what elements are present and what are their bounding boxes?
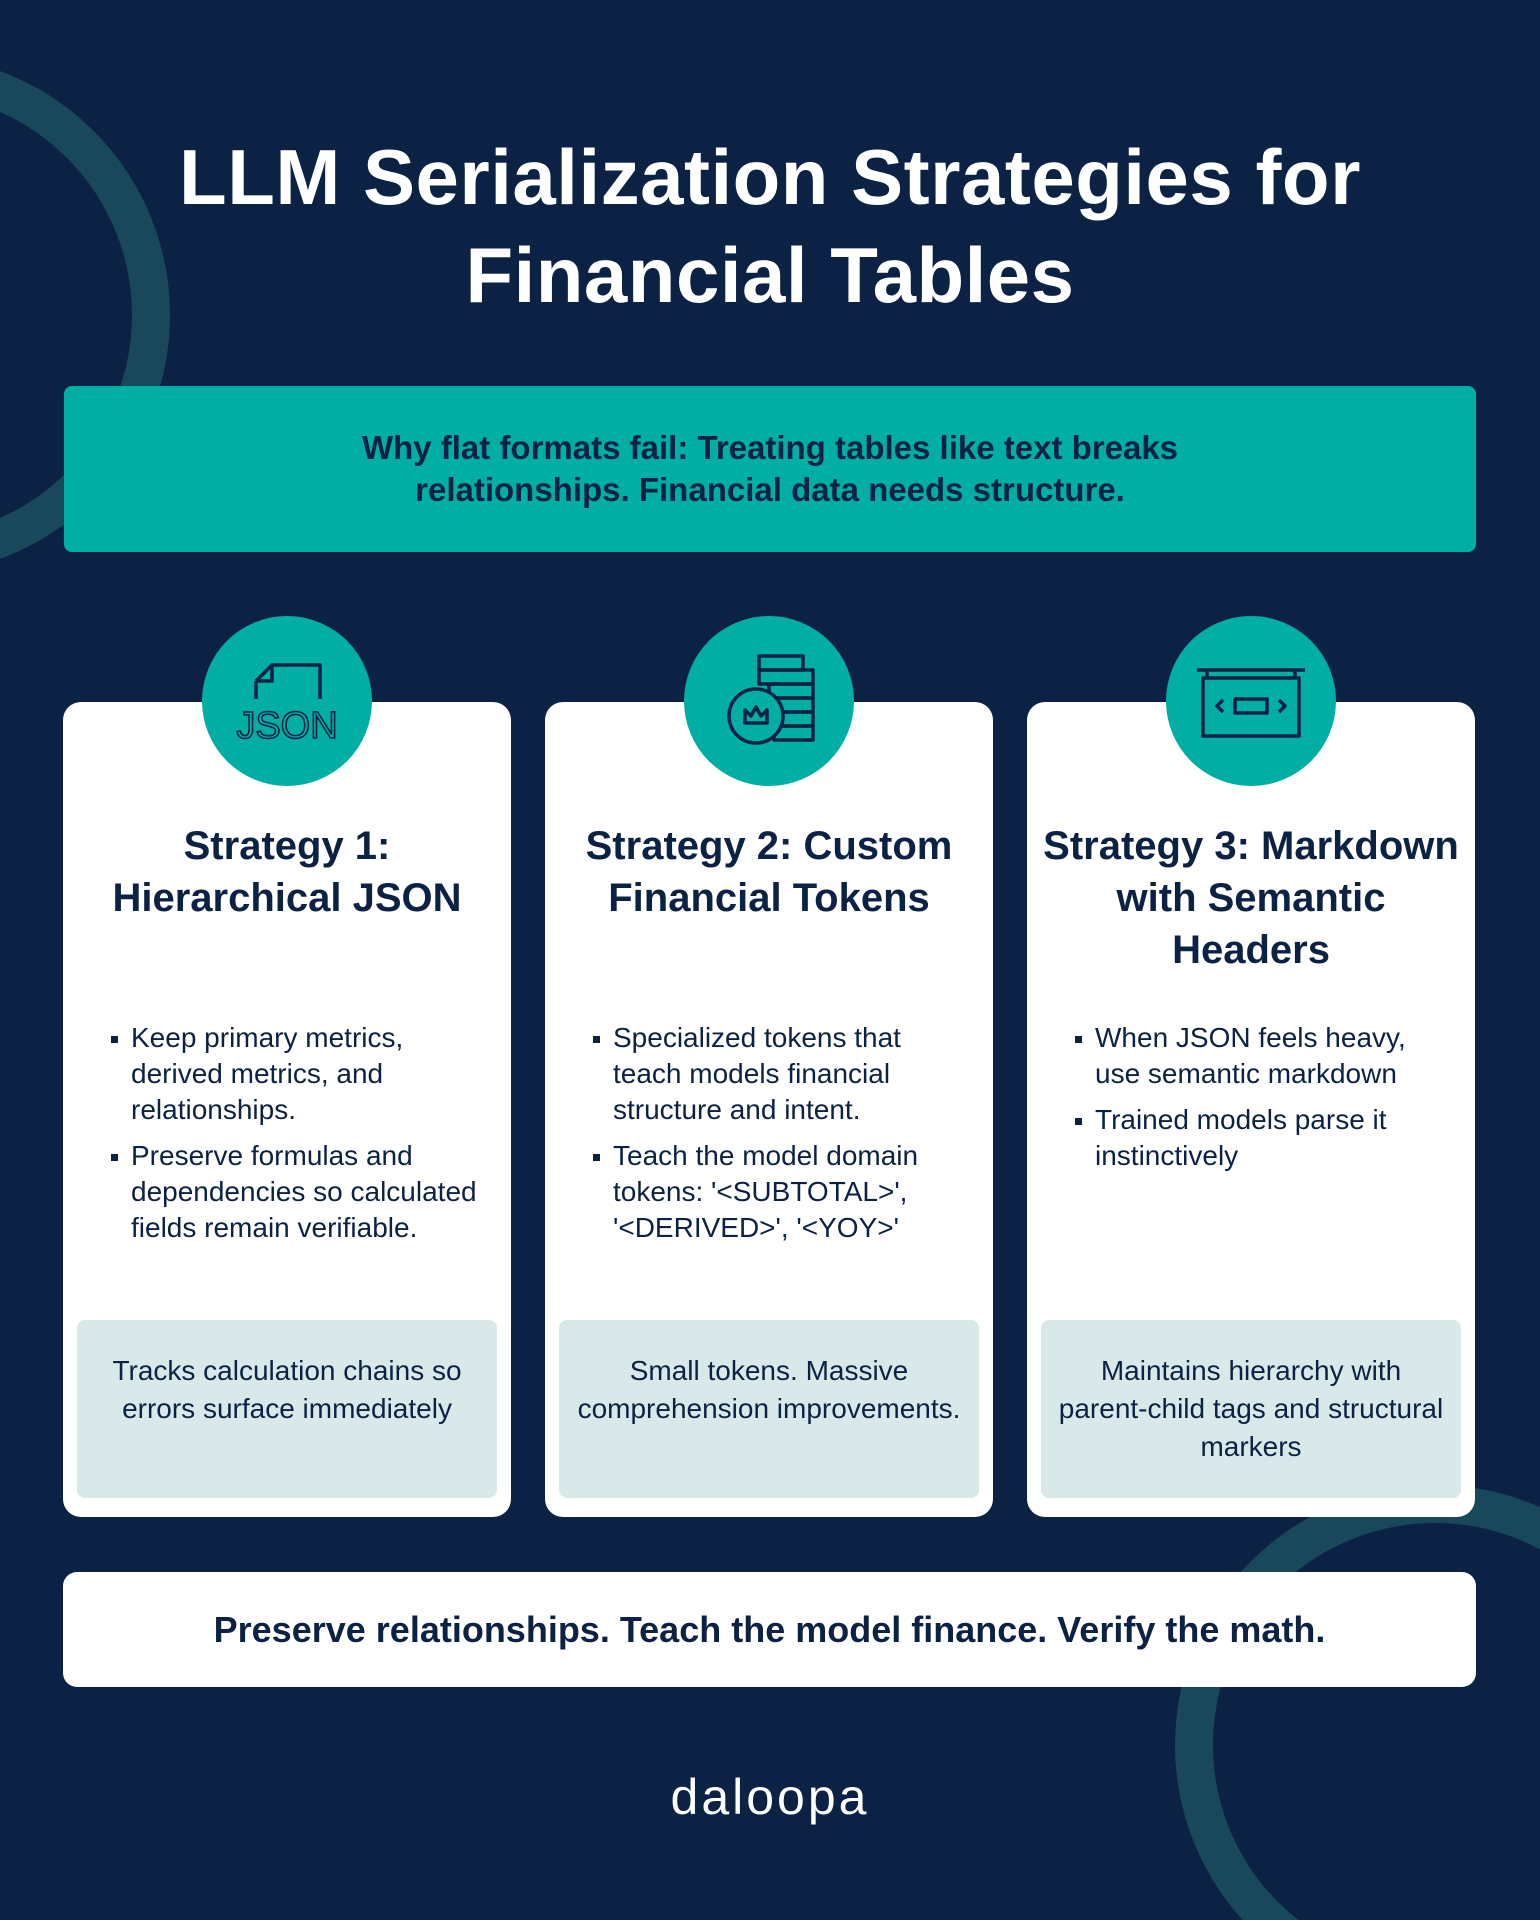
footer-banner — [63, 1572, 1476, 1687]
json-icon-label: JSON — [236, 705, 338, 747]
strategy-2-note — [559, 1320, 979, 1498]
strategy-3-note — [1041, 1320, 1461, 1498]
intro-banner — [64, 386, 1476, 552]
strategy-2-badge — [684, 616, 854, 786]
strategy-3-bullets — [1075, 1020, 1445, 1184]
json-file-icon — [232, 651, 342, 751]
strategy-2-note-text: Small tokens. Massive comprehension improvements. — [577, 1355, 961, 1424]
page-title: LLM Serialization Strategies for Financial Tables — [179, 133, 1361, 319]
daloopa-logo: daloopa — [670, 1769, 870, 1825]
footer-tagline: Preserve relationships. Teach the model finance. Verify the math. — [213, 1608, 1326, 1650]
strategy-1-bullet-2: Preserve formulas and dependencies so calculated fields remain verifiable. — [111, 1138, 481, 1246]
strategy-card-1 — [63, 702, 511, 1517]
strategy-2-title: Strategy 2: Custom Financial Tokens — [585, 824, 953, 920]
strategy-3-badge — [1166, 616, 1336, 786]
intro-banner-text: Why flat formats fail: Treating tables like text breaks relationships. Financial data needs structure. — [361, 429, 1179, 508]
strategy-1-note-text: Tracks calculation chains so errors surface immediately — [112, 1355, 462, 1424]
coin-stack-icon — [714, 646, 824, 756]
strategy-3-note-text: Maintains hierarchy with parent-child tags and structural markers — [1058, 1355, 1444, 1462]
decorative-ring-bottom-right — [1175, 1485, 1540, 1920]
strategy-1-title: Strategy 1: Hierarchical JSON — [112, 824, 462, 920]
strategy-2-bullets — [593, 1020, 963, 1256]
strategy-1-bullet-1: Keep primary metrics, derived metrics, and relationships. — [111, 1020, 481, 1128]
strategy-1-bullets — [111, 1020, 481, 1256]
strategy-2-bullet-1: Specialized tokens that teach models financial structure and intent. — [593, 1020, 963, 1128]
strategy-3-bullet-2: Trained models parse it instinctively — [1075, 1102, 1445, 1174]
strategy-3-bullet-1: When JSON feels heavy, use semantic markdown — [1075, 1020, 1445, 1092]
strategy-1-note — [77, 1320, 497, 1498]
strategy-1-badge — [202, 616, 372, 786]
strategy-card-2 — [545, 702, 993, 1517]
strategy-2-bullet-2: Teach the model domain tokens: '<SUBTOTAL>', '<DERIVED>', '<YOY>' — [593, 1138, 963, 1246]
code-sign-icon — [1191, 656, 1311, 746]
strategy-3-title: Strategy 3: Markdown with Semantic Headers — [1043, 824, 1459, 972]
strategy-card-3 — [1027, 702, 1475, 1517]
